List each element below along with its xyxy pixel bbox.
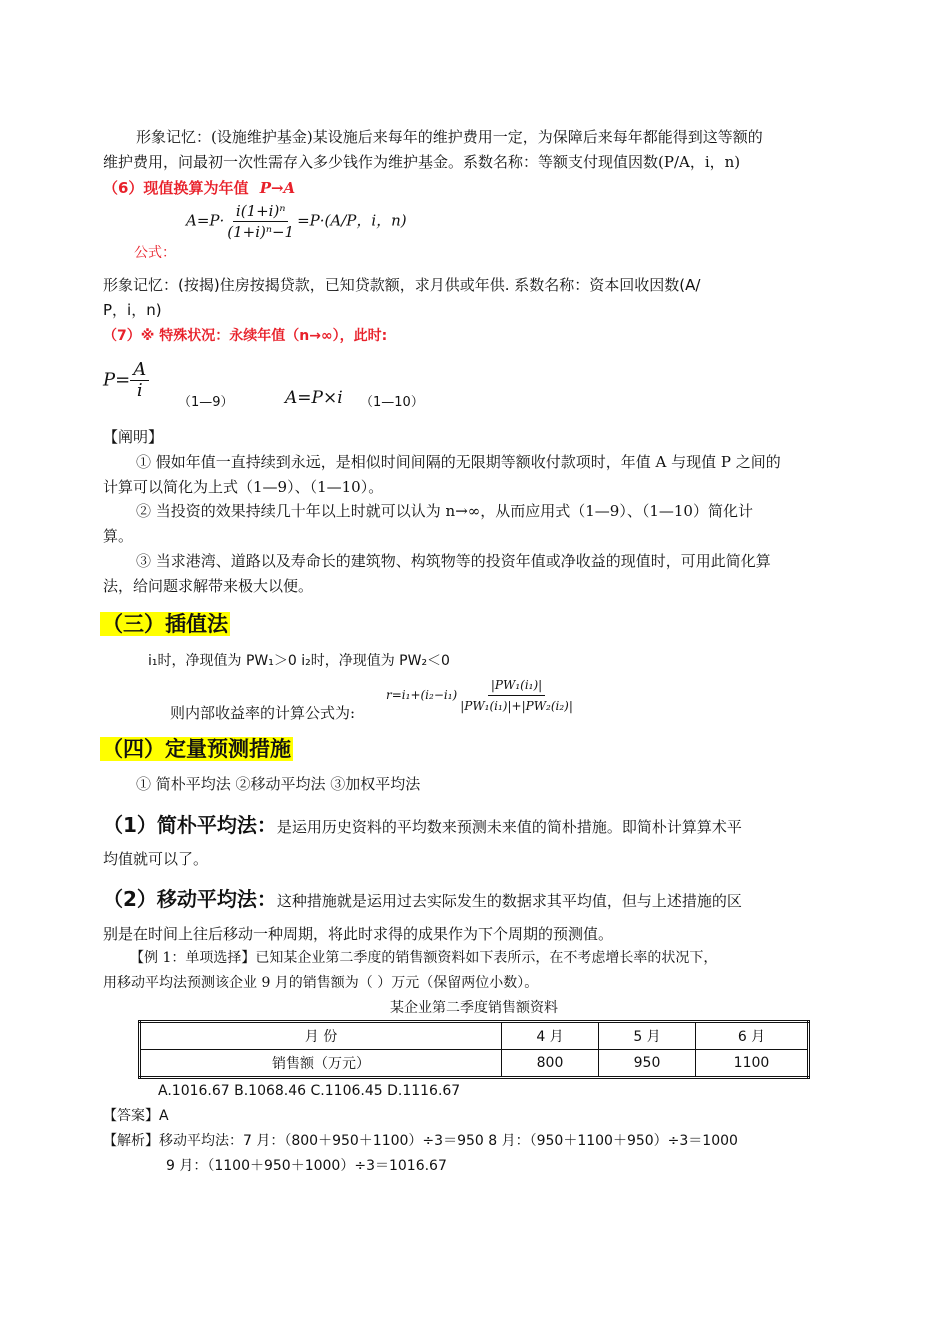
formula-a-over-i bbox=[130, 360, 149, 401]
method-2-title: （2）移动平均法： bbox=[103, 887, 277, 911]
fraction-denominator: |PW₁(i₁)|+|PW₂(i₂)| bbox=[460, 699, 573, 713]
section-6-memo-2: P，i，n) bbox=[103, 301, 162, 319]
explain-p1b: 计算可以简化为上式（1—9）、（1—10）。 bbox=[103, 478, 384, 496]
formula-right: =P·(A/P，i，n) bbox=[297, 211, 407, 230]
method-1-paragraph bbox=[103, 812, 742, 840]
answer-options: A.1016.67 B.1068.46 C.1106.45 D.1116.67 bbox=[158, 1083, 461, 1099]
method-2-paragraph bbox=[103, 886, 742, 914]
irr-formula bbox=[386, 675, 576, 716]
explain-p3b: 法，给问题求解带来极大以便。 bbox=[103, 577, 314, 595]
formula-left: A=P· bbox=[186, 211, 225, 230]
perpetuity-formula-2: A=P×i bbox=[285, 388, 343, 408]
perpetuity-formula-1 bbox=[103, 360, 149, 401]
intro-line-1: 形象记忆：(设施维护基金)某设施后来每年的维护费用一定，为保障后来每年都能得到这等额的 bbox=[136, 128, 763, 146]
fraction-denominator: i bbox=[136, 380, 143, 401]
method-1-text: 是运用历史资料的平均数来预测未来值的简朴措施。即简朴计算算术平 bbox=[276, 818, 742, 836]
table-header-row bbox=[140, 1022, 809, 1050]
table-header-cell: 5 月 bbox=[599, 1022, 696, 1050]
formula-fraction bbox=[224, 201, 297, 242]
part-3-condition: i₁时，净现值为 PW₁＞0 i₂时，净现值为 PW₂＜0 bbox=[148, 653, 450, 669]
table-row bbox=[140, 1050, 809, 1078]
table-header-cell: 4 月 bbox=[502, 1022, 599, 1050]
part-3-heading-text: （三）插值法 bbox=[102, 612, 228, 636]
irr-formula-label: 则内部收益率的计算公式为: bbox=[170, 704, 356, 722]
formula-label: 公式： bbox=[134, 245, 176, 261]
table-title: 某企业第二季度销售额资料 bbox=[390, 1000, 558, 1016]
irr-formula-fraction bbox=[457, 675, 576, 716]
sales-table bbox=[138, 1020, 810, 1079]
table-header-cell: 6 月 bbox=[696, 1022, 809, 1050]
section-6-heading-math: P→A bbox=[259, 179, 296, 197]
table-cell: 800 bbox=[502, 1050, 599, 1078]
section-6-heading-text: （6）现值换算为年值 bbox=[103, 179, 249, 197]
table-header-cell: 月 份 bbox=[140, 1022, 502, 1050]
formula-tag-1-9: （1—9） bbox=[178, 395, 234, 410]
analysis-line-2: 9 月：（1100＋950＋1000）÷3＝1016.67 bbox=[166, 1158, 447, 1174]
answer: 【答案】A bbox=[103, 1108, 169, 1124]
intro-line-2: 维护费用，问最初一次性需存入多少钱作为维护基金。系数名称：等额支付现值因数(P/A，i，n) bbox=[103, 153, 741, 171]
fraction-numerator: i(1+i)ⁿ bbox=[233, 201, 289, 222]
part-4-heading bbox=[100, 735, 293, 765]
formula-tag-1-10: （1—10） bbox=[360, 395, 424, 410]
explain-p2b: 算。 bbox=[103, 527, 134, 545]
irr-formula-left: r=i₁+(i₂−i₁) bbox=[386, 688, 458, 702]
table-cell: 1100 bbox=[696, 1050, 809, 1078]
section-6-heading bbox=[103, 177, 295, 199]
part-4-heading-text: （四）定量预测措施 bbox=[102, 737, 291, 761]
part-3-heading bbox=[100, 610, 230, 640]
example-line-2: 用移动平均法预测该企业 9 月的销售额为（ ）万元（保留两位小数）。 bbox=[103, 975, 539, 991]
method-1-text-2: 均值就可以了。 bbox=[103, 850, 209, 868]
explain-p3a: ③ 当求港湾、道路以及寿命长的建筑物、构筑物等的投资年值或净收益的现值时，可用此简化算 bbox=[136, 552, 771, 570]
section-6-memo-1: 形象记忆：(按揭)住房按揭贷款，已知贷款额，求月供或年供. 系数名称：资本回收因数(A/ bbox=[103, 276, 701, 294]
example-line-1: 【例 1：单项选择】已知某企业第二季度的销售额资料如下表所示，在不考虑增长率的状况下， bbox=[130, 950, 718, 966]
method-2-text: 这种措施就是运用过去实际发生的数据求其平均值，但与上述措施的区 bbox=[276, 892, 742, 910]
analysis-line-1: 【解析】移动平均法：7 月：（800＋950＋1100）÷3＝950 8 月：（950＋1100＋950）÷3＝1000 bbox=[103, 1133, 738, 1149]
explain-p1a: ① 假如年值一直持续到永远，是相似时间间隔的无限期等额收付款项时，年值 A 与现值 P 之间的 bbox=[136, 453, 781, 471]
fraction-numerator: |PW₁(i₁)| bbox=[488, 675, 545, 696]
table-cell: 950 bbox=[599, 1050, 696, 1078]
table-cell: 销售额（万元） bbox=[140, 1050, 502, 1078]
formula-p-equals: P= bbox=[103, 369, 131, 391]
section-6-formula bbox=[186, 201, 407, 242]
method-1-title: （1）简朴平均法： bbox=[103, 813, 277, 837]
explain-title: 【阐明】 bbox=[103, 428, 164, 446]
section-7-heading: （7）※ 特殊状况：永续年值（n→∞），此时: bbox=[103, 328, 388, 344]
methods-list: ① 简朴平均法 ②移动平均法 ③加权平均法 bbox=[136, 775, 421, 793]
method-2-text-2: 别是在时间上往后移动一种周期，将此时求得的成果作为下个周期的预测值。 bbox=[103, 925, 614, 943]
explain-p2a: ② 当投资的效果持续几十年以上时就可以认为 n→∞，从而应用式（1—9）、（1—10）简化计 bbox=[136, 502, 753, 520]
fraction-numerator: A bbox=[130, 360, 149, 381]
fraction-denominator: (1+i)ⁿ−1 bbox=[227, 223, 295, 241]
